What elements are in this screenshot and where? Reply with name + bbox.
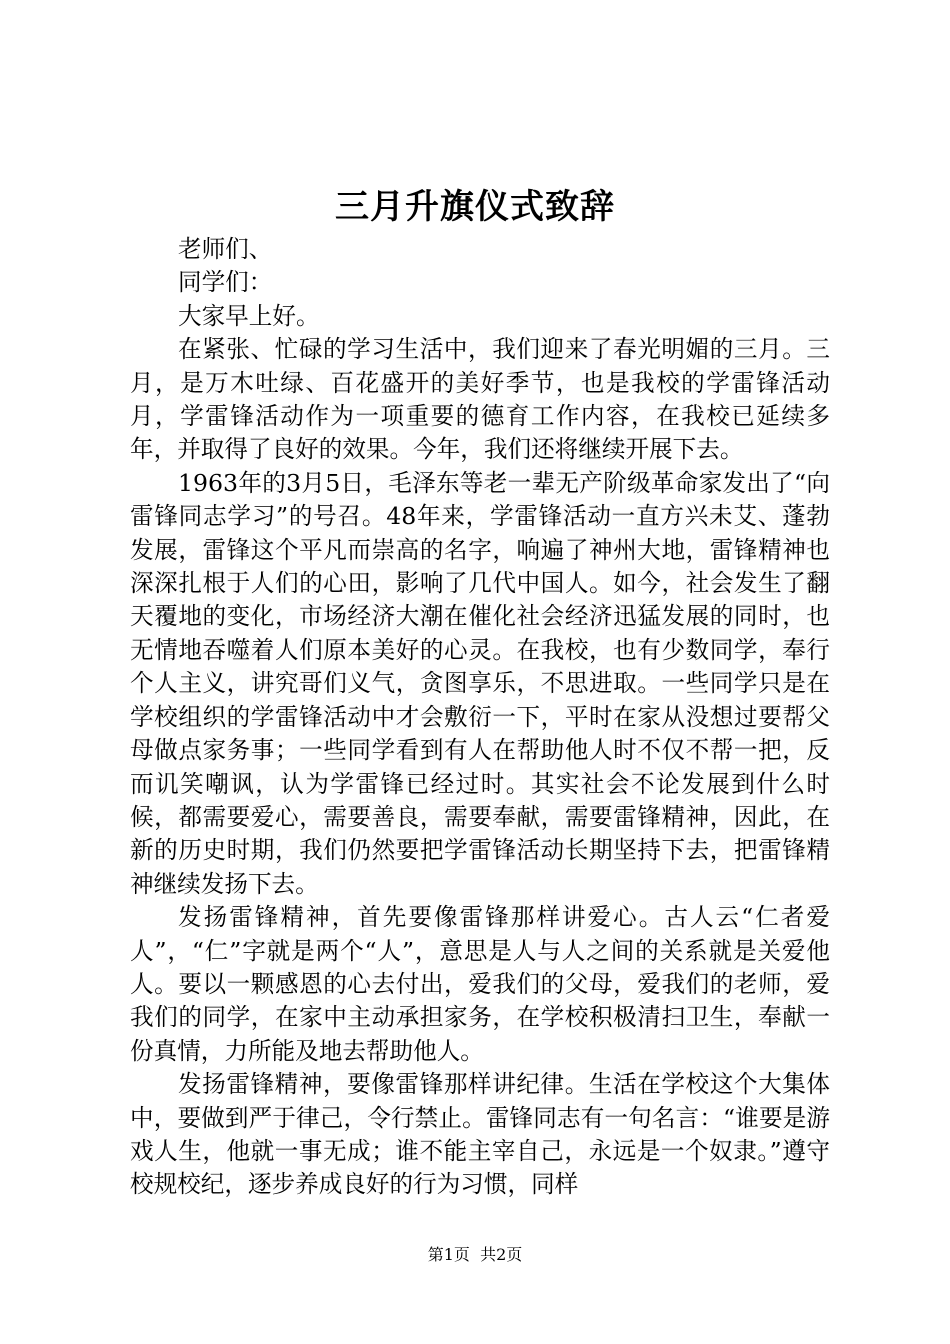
footer-separator [470,1245,480,1264]
page-number-total: 共2页 [480,1245,523,1264]
paragraph-march: 在紧张、忙碌的学习生活中，我们迎来了春光明媚的三月。三月，是万木吐绿、百花盛开的美好季节，也是我校的学雷锋活动月，学雷锋活动作为一项重要的德育工作内容，在我校已延续多年，并取得了良好的效果。今年，我们还将继续开展下去。 [130,335,830,464]
document-title: 三月升旗仪式致辞 [335,187,615,227]
paragraph-love: 发扬雷锋精神，首先要像雷锋那样讲爱心。古人云“仁者爱人”，“仁”字就是两个“人”，意思是人与人之间的关系就是关爱他人。要以一颗感恩的心去付出，爱我们的父母，爱我们的老师，爱我们的同学，在家中主动承担家务，在学校积极清扫卫生，奉献一份真情，力所能及地去帮助他人。 [130,903,830,1065]
page-footer [0,1244,950,1266]
salutation-students: 同学们： [178,268,273,297]
salutation-teachers: 老师们、 [178,235,273,263]
paragraph-discipline: 发扬雷锋精神，要像雷锋那样讲纪律。生活在学校这个大集体中，要做到严于律己，令行禁止。雷锋同志有一句名言：“谁要是游戏人生，他就一事无成；谁不能主宰自己，永远是一个奴隶。”遵守校规校纪，逐步养成良好的行为习惯，同样 [130,1070,830,1199]
paragraph-history: 1963年的3月5日，毛泽东等老一辈无产阶级革命家发出了“向雷锋同志学习”的号召。48年来，学雷锋活动一直方兴未艾、蓬勃发展，雷锋这个平凡而崇高的名字，响遍了神州大地，雷锋精神也深深扎根于人们的心田，影响了几代中国人。如今，社会发生了翻天覆地的变化，市场经济大潮在催化社会经济迅猛发展的同时，也无情地吞噬着人们原本美好的心灵。在我校，也有少数同学，奉行个人主义，讲究哥们义气，贪图享乐，不思进取。一些同学只是在学校组织的学雷锋活动中才会敷衍一下，平时在家从没想过要帮父母做点家务事；一些同学看到有人在帮助他人时不仅不帮一把，反而讥笑嘲讽，认为学雷锋已经过时。其实社会不论发展到什么时候，都需要爱心，需要善良，需要奉献，需要雷锋精神，因此，在新的历史时期，我们仍然要把学雷锋活动长期坚持下去，把雷锋精神继续发扬下去。 [130,468,830,898]
page-number-current: 第1页 [427,1245,470,1264]
greeting: 大家早上好。 [178,301,320,330]
document-body [130,233,830,1202]
